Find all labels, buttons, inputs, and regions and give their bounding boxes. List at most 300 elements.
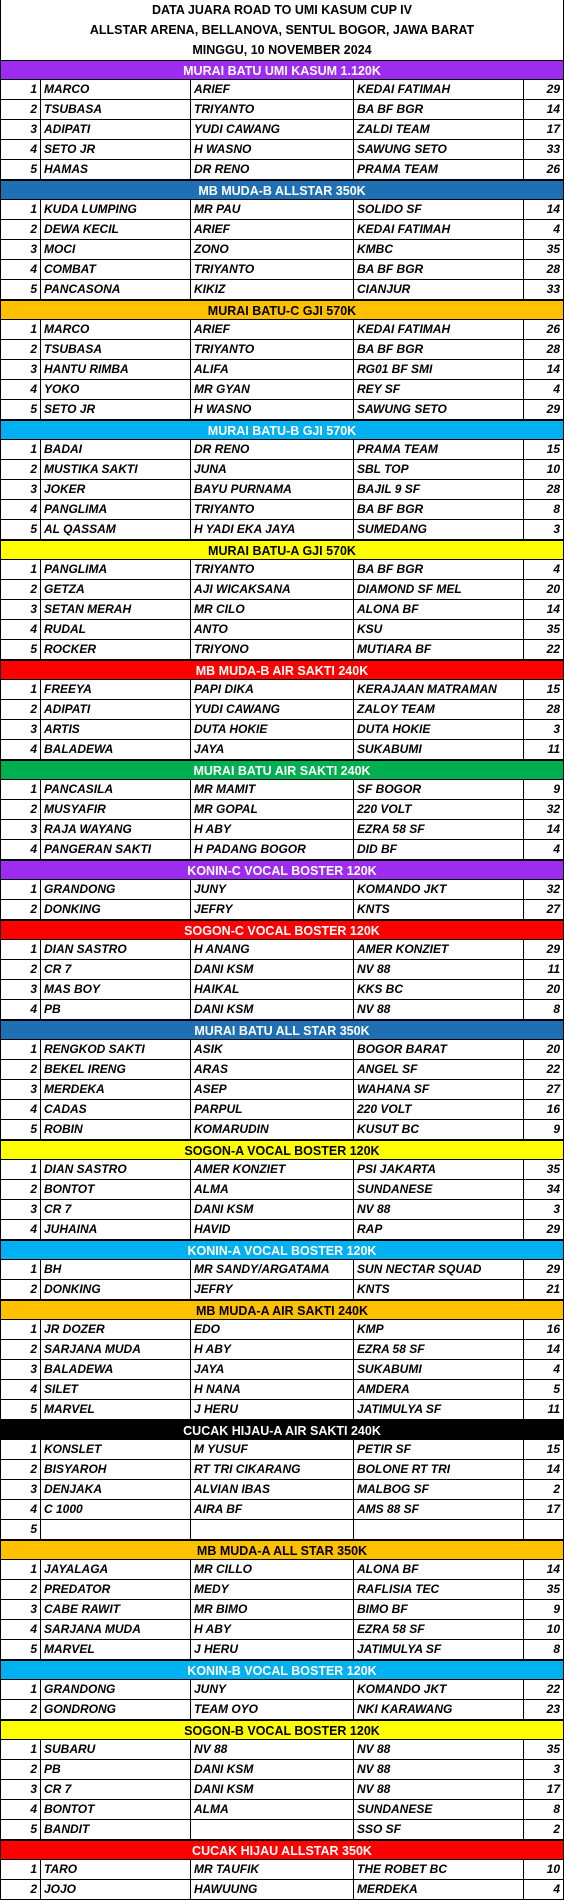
team-cell: THE ROBET BC (354, 1860, 524, 1879)
ring-number-cell: 11 (547, 742, 560, 756)
ring-number-cell: 14 (546, 1342, 560, 1356)
rank-cell: 3 (1, 480, 41, 499)
owner-cell (191, 1520, 354, 1539)
ring-number-cell: 15 (546, 1442, 560, 1456)
ring-number-cell: 17 (546, 122, 560, 136)
bird-name-cell: PANGERAN SAKTI (41, 840, 191, 859)
bird-name-cell: PB (41, 1760, 191, 1779)
ring-number-cell: 4 (553, 842, 560, 856)
result-row (1, 1000, 563, 1020)
rank-cell: 1 (1, 1320, 41, 1339)
result-row (1, 1740, 563, 1760)
team-cell: KSU (354, 620, 524, 639)
team-cell: SUNDANESE (354, 1180, 524, 1199)
ring-number-cell: 4 (553, 1362, 560, 1376)
bird-name-cell: BEKEL IRENG (41, 1060, 191, 1079)
ring-number-cell: 35 (546, 242, 560, 256)
result-row (1, 500, 563, 520)
result-row (1, 360, 563, 380)
team-cell: PETIR SF (354, 1440, 524, 1459)
ring-number-cell: 22 (546, 1062, 560, 1076)
team-cell: BA BF BGR (354, 260, 524, 279)
bird-name-cell: YOKO (41, 380, 191, 399)
owner-cell: HAVID (191, 1220, 354, 1239)
owner-cell: PAPI DIKA (191, 680, 354, 699)
rank-cell: 1 (1, 1740, 41, 1759)
bird-name-cell: COMBAT (41, 260, 191, 279)
rank-cell: 4 (1, 1220, 41, 1239)
rank-cell: 1 (1, 1440, 41, 1459)
owner-cell: ARIEF (191, 320, 354, 339)
ring-number-cell: 26 (546, 322, 560, 336)
bird-name-cell: AL QASSAM (41, 520, 191, 539)
team-cell: KNTS (354, 900, 524, 919)
team-cell: SUMEDANG (354, 520, 524, 539)
ring-number-cell: 8 (553, 1642, 560, 1656)
ring-number-cell: 10 (546, 1622, 560, 1636)
team-cell: SSO SF (354, 1820, 524, 1839)
result-row (1, 1120, 563, 1140)
ring-number-cell: 33 (546, 142, 560, 156)
owner-cell: ARAS (191, 1060, 354, 1079)
rank-cell: 1 (1, 80, 41, 99)
result-row (1, 1260, 563, 1280)
rank-cell: 2 (1, 1700, 41, 1719)
team-cell: SOLIDO SF (354, 200, 524, 219)
result-row (1, 1400, 563, 1420)
bird-name-cell: TSUBASA (41, 340, 191, 359)
result-row (1, 1800, 563, 1820)
ring-number-cell: 4 (553, 382, 560, 396)
owner-cell: AJI WICAKSANA (191, 580, 354, 599)
result-row (1, 220, 563, 240)
rank-cell: 4 (1, 500, 41, 519)
team-cell: BA BF BGR (354, 500, 524, 519)
bird-name-cell: BADAI (41, 440, 191, 459)
bird-name-cell: CABE RAWIT (41, 1600, 191, 1619)
ring-number-cell: 14 (546, 202, 560, 216)
rank-cell: 4 (1, 1500, 41, 1519)
bird-name-cell: MARCO (41, 320, 191, 339)
rank-cell: 2 (1, 1760, 41, 1779)
bird-name-cell: GRANDONG (41, 880, 191, 899)
owner-cell: ARIEF (191, 80, 354, 99)
rank-cell: 5 (1, 640, 41, 659)
owner-cell: AMER KONZIET (191, 1160, 354, 1179)
result-row (1, 600, 563, 620)
owner-cell: ASEP (191, 1080, 354, 1099)
bird-name-cell: RAJA WAYANG (41, 820, 191, 839)
owner-cell: MR BIMO (191, 1600, 354, 1619)
bird-name-cell: ROCKER (41, 640, 191, 659)
result-row (1, 1040, 563, 1060)
result-row (1, 1760, 563, 1780)
result-row (1, 520, 563, 540)
ring-number-cell: 15 (546, 682, 560, 696)
owner-cell: TRIYANTO (191, 260, 354, 279)
rank-cell: 2 (1, 960, 41, 979)
rank-cell: 3 (1, 1780, 41, 1799)
team-cell: BA BF BGR (354, 340, 524, 359)
bird-name-cell: SARJANA MUDA (41, 1620, 191, 1639)
ring-number-cell: 8 (553, 1002, 560, 1016)
owner-cell: BAYU PURNAMA (191, 480, 354, 499)
ring-number-cell: 28 (546, 342, 560, 356)
owner-cell: DR RENO (191, 440, 354, 459)
ring-number-cell: 16 (546, 1322, 560, 1336)
result-row (1, 1460, 563, 1480)
rank-cell: 3 (1, 1200, 41, 1219)
result-row (1, 1480, 563, 1500)
ring-number-cell: 34 (546, 1182, 560, 1196)
ring-number-cell: 28 (546, 482, 560, 496)
bird-name-cell: BALADEWA (41, 1360, 191, 1379)
result-row (1, 260, 563, 280)
class-header: MB MUDA-A ALL STAR 350K (1, 1540, 563, 1560)
team-cell: SF BOGOR (354, 780, 524, 799)
bird-name-cell: MUSYAFIR (41, 800, 191, 819)
team-cell: KOMANDO JKT (354, 1680, 524, 1699)
rank-cell: 2 (1, 1060, 41, 1079)
ring-number-cell: 20 (546, 1042, 560, 1056)
owner-cell: MR CILO (191, 600, 354, 619)
result-row (1, 840, 563, 860)
rank-cell: 5 (1, 1400, 41, 1419)
rank-cell: 5 (1, 400, 41, 419)
ring-number-cell: 29 (546, 1262, 560, 1276)
owner-cell: NV 88 (191, 1740, 354, 1759)
rank-cell: 3 (1, 360, 41, 379)
owner-cell: KOMARUDIN (191, 1120, 354, 1139)
result-row (1, 1860, 563, 1880)
ring-number-cell: 29 (546, 402, 560, 416)
owner-cell: ZONO (191, 240, 354, 259)
rank-cell: 4 (1, 1380, 41, 1399)
ring-number-cell: 27 (546, 1082, 560, 1096)
bird-name-cell: SETO JR (41, 400, 191, 419)
result-row (1, 680, 563, 700)
rank-cell: 1 (1, 200, 41, 219)
rank-cell: 2 (1, 1180, 41, 1199)
team-cell: EZRA 58 SF (354, 1620, 524, 1639)
ring-number-cell: 27 (546, 902, 560, 916)
owner-cell: AIRA BF (191, 1500, 354, 1519)
team-cell: EZRA 58 SF (354, 820, 524, 839)
bird-name-cell: RENGKOD SAKTI (41, 1040, 191, 1059)
result-row (1, 560, 563, 580)
rank-cell: 1 (1, 780, 41, 799)
class-header: MURAI BATU-C GJI 570K (1, 300, 563, 320)
bird-name-cell: ADIPATI (41, 120, 191, 139)
event-date: MINGGU, 10 NOVEMBER 2024 (1, 40, 563, 60)
owner-cell: TRIYANTO (191, 340, 354, 359)
team-cell: NV 88 (354, 1000, 524, 1019)
team-cell: MALBOG SF (354, 1480, 524, 1499)
owner-cell: M YUSUF (191, 1440, 354, 1459)
rank-cell: 1 (1, 560, 41, 579)
rank-cell: 1 (1, 440, 41, 459)
rank-cell: 4 (1, 620, 41, 639)
bird-name-cell: JAYALAGA (41, 1560, 191, 1579)
ring-number-cell: 32 (546, 882, 560, 896)
team-cell: SAWUNG SETO (354, 140, 524, 159)
ring-number-cell: 10 (546, 462, 560, 476)
class-header: SOGON-C VOCAL BOSTER 120K (1, 920, 563, 940)
result-row (1, 900, 563, 920)
result-row (1, 780, 563, 800)
team-cell: 220 VOLT (354, 800, 524, 819)
bird-name-cell: CR 7 (41, 960, 191, 979)
owner-cell: MR GYAN (191, 380, 354, 399)
rank-cell: 1 (1, 1680, 41, 1699)
result-row (1, 1220, 563, 1240)
rank-cell: 2 (1, 580, 41, 599)
team-cell: BA BF BGR (354, 100, 524, 119)
rank-cell: 5 (1, 1520, 41, 1539)
bird-name-cell: PB (41, 1000, 191, 1019)
ring-number-cell: 3 (553, 522, 560, 536)
class-header: MB MUDA-A AIR SAKTI 240K (1, 1300, 563, 1320)
ring-number-cell: 15 (546, 442, 560, 456)
bird-name-cell: CADAS (41, 1100, 191, 1119)
bird-name-cell: DIAN SASTRO (41, 940, 191, 959)
owner-cell: ALIFA (191, 360, 354, 379)
ring-number-cell: 20 (546, 582, 560, 596)
owner-cell: J HERU (191, 1640, 354, 1659)
owner-cell: DANI KSM (191, 1000, 354, 1019)
ring-number-cell: 8 (553, 1802, 560, 1816)
team-cell: SUKABUMI (354, 1360, 524, 1379)
owner-cell: YUDI CAWANG (191, 700, 354, 719)
owner-cell: MR TAUFIK (191, 1860, 354, 1879)
owner-cell: DANI KSM (191, 1200, 354, 1219)
result-row (1, 1820, 563, 1840)
result-row (1, 480, 563, 500)
team-cell: KEDAI FATIMAH (354, 220, 524, 239)
result-row (1, 140, 563, 160)
ring-number-cell: 35 (546, 1162, 560, 1176)
team-cell: AMS 88 SF (354, 1500, 524, 1519)
owner-cell: DANI KSM (191, 960, 354, 979)
result-row (1, 700, 563, 720)
owner-cell: H WASNO (191, 140, 354, 159)
result-row (1, 1200, 563, 1220)
bird-name-cell: TARO (41, 1860, 191, 1879)
owner-cell: MR SANDY/ARGATAMA (191, 1260, 354, 1279)
team-cell: AMER KONZIET (354, 940, 524, 959)
bird-name-cell: MAS BOY (41, 980, 191, 999)
rank-cell: 3 (1, 1360, 41, 1379)
result-row (1, 1620, 563, 1640)
ring-number-cell: 3 (553, 1762, 560, 1776)
result-row (1, 1440, 563, 1460)
ring-number-cell (524, 1520, 563, 1539)
class-header: CUCAK HIJAU ALLSTAR 350K (1, 1840, 563, 1860)
owner-cell: DANI KSM (191, 1760, 354, 1779)
ring-number-cell: 23 (546, 1702, 560, 1716)
team-cell: KEDAI FATIMAH (354, 80, 524, 99)
bird-name-cell: BONTOT (41, 1800, 191, 1819)
team-cell: NKI KARAWANG (354, 1700, 524, 1719)
bird-name-cell: JUHAINA (41, 1220, 191, 1239)
result-row (1, 440, 563, 460)
team-cell: NV 88 (354, 1740, 524, 1759)
owner-cell: ARIEF (191, 220, 354, 239)
bird-name-cell: MUSTIKA SAKTI (41, 460, 191, 479)
team-cell: SBL TOP (354, 460, 524, 479)
ring-number-cell: 8 (553, 502, 560, 516)
ring-number-cell: 11 (547, 1402, 560, 1416)
rank-cell: 3 (1, 1080, 41, 1099)
rank-cell: 2 (1, 900, 41, 919)
bird-name-cell: GONDRONG (41, 1700, 191, 1719)
bird-name-cell: CR 7 (41, 1200, 191, 1219)
bird-name-cell: DONKING (41, 1280, 191, 1299)
class-header: KONIN-C VOCAL BOSTER 120K (1, 860, 563, 880)
owner-cell: H ABY (191, 1340, 354, 1359)
ring-number-cell: 3 (553, 1202, 560, 1216)
rank-cell: 2 (1, 1580, 41, 1599)
ring-number-cell: 17 (546, 1502, 560, 1516)
ring-number-cell: 14 (546, 1562, 560, 1576)
owner-cell: YUDI CAWANG (191, 120, 354, 139)
result-row (1, 1560, 563, 1580)
team-cell: WAHANA SF (354, 1080, 524, 1099)
result-row (1, 340, 563, 360)
bird-name-cell: GRANDONG (41, 1680, 191, 1699)
result-row (1, 1180, 563, 1200)
ring-number-cell: 10 (546, 1862, 560, 1876)
ring-number-cell: 14 (546, 822, 560, 836)
owner-cell: TEAM OYO (191, 1700, 354, 1719)
rank-cell: 1 (1, 1560, 41, 1579)
rank-cell: 5 (1, 1640, 41, 1659)
bird-name-cell: RUDAL (41, 620, 191, 639)
team-cell: BAJIL 9 SF (354, 480, 524, 499)
class-header: CUCAK HIJAU-A AIR SAKTI 240K (1, 1420, 563, 1440)
bird-name-cell: BH (41, 1260, 191, 1279)
rank-cell: 2 (1, 340, 41, 359)
rank-cell: 3 (1, 1480, 41, 1499)
owner-cell: JEFRY (191, 900, 354, 919)
rank-cell: 5 (1, 280, 41, 299)
owner-cell: MR PAU (191, 200, 354, 219)
bird-name-cell: ROBIN (41, 1120, 191, 1139)
team-cell: EZRA 58 SF (354, 1340, 524, 1359)
owner-cell: KIKIZ (191, 280, 354, 299)
ring-number-cell: 5 (553, 1382, 560, 1396)
rank-cell: 2 (1, 1280, 41, 1299)
ring-number-cell: 21 (546, 1282, 560, 1296)
team-cell: NV 88 (354, 1780, 524, 1799)
team-cell: 220 VOLT (354, 1100, 524, 1119)
team-cell: JATIMULYA SF (354, 1400, 524, 1419)
bird-name-cell: SARJANA MUDA (41, 1340, 191, 1359)
bird-name-cell: SUBARU (41, 1740, 191, 1759)
owner-cell: ALVIAN IBAS (191, 1480, 354, 1499)
rank-cell: 4 (1, 840, 41, 859)
rank-cell: 2 (1, 460, 41, 479)
bird-name-cell: BANDIT (41, 1820, 191, 1839)
result-row (1, 1500, 563, 1520)
team-cell: SUNDANESE (354, 1800, 524, 1819)
ring-number-cell: 32 (546, 802, 560, 816)
owner-cell: JAYA (191, 1360, 354, 1379)
owner-cell: MR CILLO (191, 1560, 354, 1579)
ring-number-cell: 9 (553, 1602, 560, 1616)
class-header: MB MUDA-B AIR SAKTI 240K (1, 660, 563, 680)
result-row (1, 720, 563, 740)
owner-cell: ANTO (191, 620, 354, 639)
bird-name-cell: ADIPATI (41, 700, 191, 719)
result-row (1, 1880, 563, 1900)
ring-number-cell: 11 (547, 962, 560, 976)
owner-cell: H NANA (191, 1380, 354, 1399)
ring-number-cell: 29 (546, 1222, 560, 1236)
owner-cell: H WASNO (191, 400, 354, 419)
result-row (1, 1640, 563, 1660)
result-row (1, 1700, 563, 1720)
result-row (1, 160, 563, 180)
owner-cell: H PADANG BOGOR (191, 840, 354, 859)
team-cell: ZALOY TEAM (354, 700, 524, 719)
result-row (1, 1600, 563, 1620)
rank-cell: 5 (1, 520, 41, 539)
team-cell: PSI JAKARTA (354, 1160, 524, 1179)
rank-cell: 1 (1, 1040, 41, 1059)
ring-number-cell: 16 (546, 1102, 560, 1116)
ring-number-cell: 4 (553, 562, 560, 576)
bird-name-cell: MARVEL (41, 1400, 191, 1419)
bird-name-cell: MERDEKA (41, 1080, 191, 1099)
ring-number-cell: 26 (546, 162, 560, 176)
owner-cell: JUNY (191, 1680, 354, 1699)
team-cell (354, 1520, 524, 1539)
result-row (1, 960, 563, 980)
bird-name-cell: DONKING (41, 900, 191, 919)
team-cell: RAP (354, 1220, 524, 1239)
bird-name-cell: PANCASILA (41, 780, 191, 799)
bird-name-cell: JR DOZER (41, 1320, 191, 1339)
rank-cell: 3 (1, 120, 41, 139)
result-row (1, 740, 563, 760)
rank-cell: 4 (1, 1100, 41, 1119)
ring-number-cell: 35 (546, 1582, 560, 1596)
bird-name-cell: JOKER (41, 480, 191, 499)
bird-name-cell: CR 7 (41, 1780, 191, 1799)
bird-name-cell: PANCASONA (41, 280, 191, 299)
result-row (1, 1280, 563, 1300)
class-header: SOGON-A VOCAL BOSTER 120K (1, 1140, 563, 1160)
rank-cell: 3 (1, 1600, 41, 1619)
result-row (1, 280, 563, 300)
team-cell: KNTS (354, 1280, 524, 1299)
owner-cell: H ABY (191, 1620, 354, 1639)
ring-number-cell: 14 (546, 602, 560, 616)
event-venue: ALLSTAR ARENA, BELLANOVA, SENTUL BOGOR, JAWA BARAT (1, 20, 563, 40)
result-row (1, 80, 563, 100)
class-header: SOGON-B VOCAL BOSTER 120K (1, 1720, 563, 1740)
result-row (1, 320, 563, 340)
owner-cell: DUTA HOKIE (191, 720, 354, 739)
rank-cell: 5 (1, 160, 41, 179)
owner-cell: RT TRI CIKARANG (191, 1460, 354, 1479)
ring-number-cell: 33 (546, 282, 560, 296)
result-row (1, 1100, 563, 1120)
result-row (1, 1360, 563, 1380)
team-cell: NV 88 (354, 1200, 524, 1219)
result-row (1, 1580, 563, 1600)
